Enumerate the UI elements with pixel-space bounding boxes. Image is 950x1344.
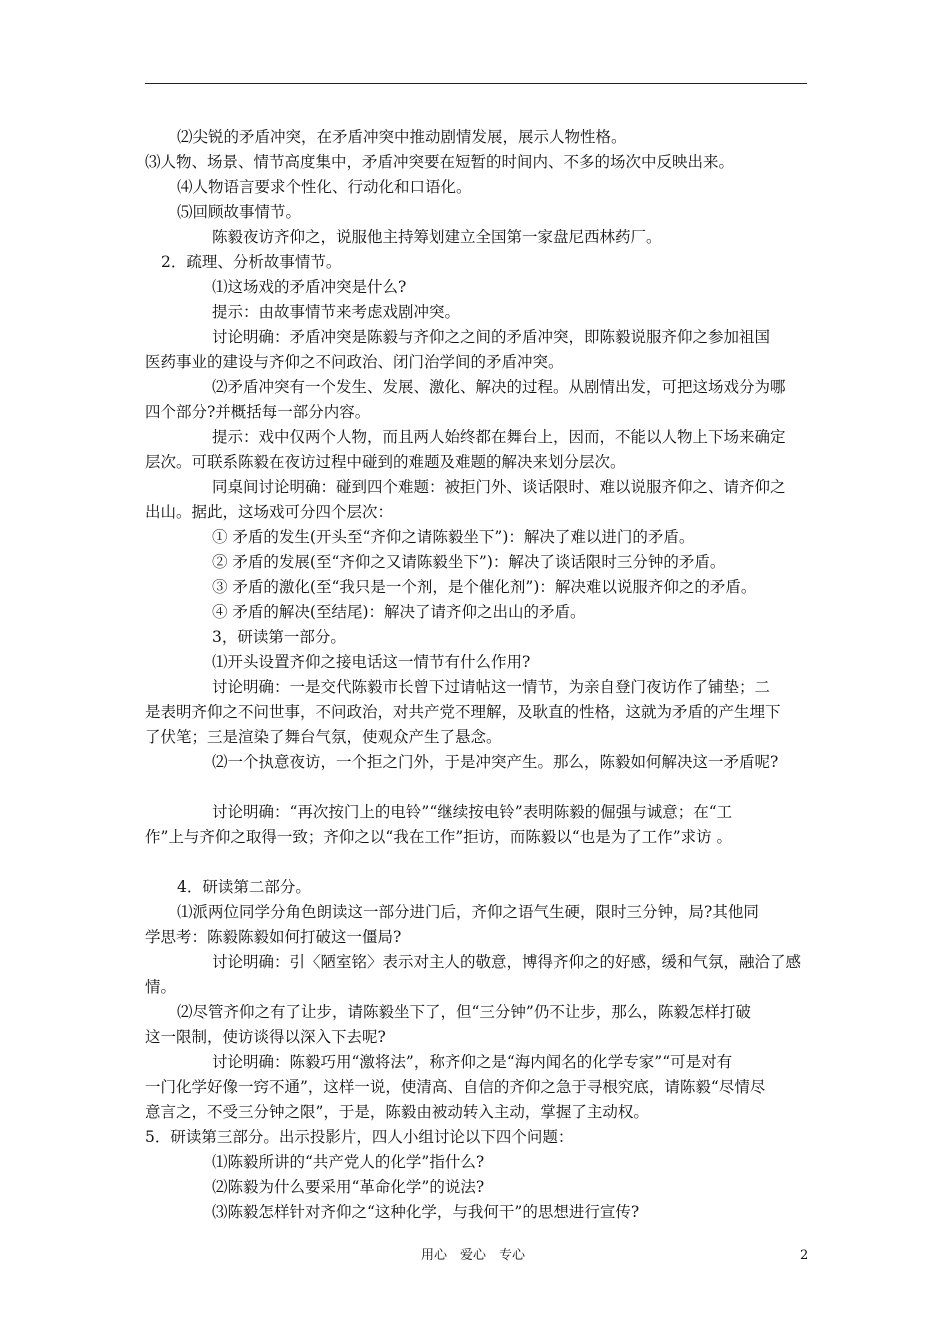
text-line: ⑵一个执意夜访，一个拒之门外，于是冲突产生。那么，陈毅如何解决这一矛盾呢? <box>212 753 779 771</box>
text-line: 5．研读第三部分。出示投影片，四人小组讨论以下四个问题： <box>145 1128 574 1146</box>
text-line: ⑵尽管齐仰之有了让步，请陈毅坐下了，但“三分钟”仍不让步，那么，陈毅怎样打破 <box>177 1003 751 1021</box>
text-line: 医药事业的建设与齐仰之不问政治、闭门治学间的矛盾冲突。 <box>145 353 564 371</box>
text-line: 出山。据此，这场戏可分四个层次： <box>145 503 394 521</box>
text-line: 了伏笔；三是渲染了舞台气氛，使观众产生了悬念。 <box>145 728 502 746</box>
text-line: ⑴这场戏的矛盾冲突是什么? <box>212 278 407 296</box>
text-line: ⑵矛盾冲突有一个发生、发展、激化、解决的过程。从剧情出发，可把这场戏分为哪 <box>212 378 786 396</box>
text-line: ⑷人物语言要求个性化、行动化和口语化。 <box>177 178 472 196</box>
text-line: 学思考：陈毅陈毅如何打破这一僵局? <box>145 928 402 946</box>
footer-slogan: 用心 爱心 专心 <box>421 1248 526 1263</box>
text-line: 4．研读第二部分。 <box>177 878 311 896</box>
text-line: ① 矛盾的发生(开头至“齐仰之请陈毅坐下”)：解决了难以进门的矛盾。 <box>212 528 695 546</box>
text-line: 讨论明确：“再次按门上的电铃”“继续按电铃”表明陈毅的倔强与诚意；在“工 <box>212 803 733 821</box>
text-line: ⑶陈毅怎样针对齐仰之“这种化学，与我何干”的思想进行宣传? <box>212 1203 640 1221</box>
text-line: ⑴派两位同学分角色朗读这一部分进门后，齐仰之语气生硬，限时三分钟，局?其他同 <box>177 903 759 921</box>
text-line: ⑵陈毅为什么要采用“革命化学”的说法? <box>212 1178 485 1196</box>
text-line: ⑸回顾故事情节。 <box>177 203 302 221</box>
text-line: 讨论明确：引〈陋室铭〉表示对主人的敬意，博得齐仰之的好感，缓和气氛，融洽了感 <box>212 953 802 971</box>
text-line: 情。 <box>145 978 177 996</box>
text-line: 是表明齐仰之不问世事，不问政治，对共产党不理解，及耿直的性格，这就为矛盾的产生埋下 <box>145 703 781 721</box>
text-line: 提示：戏中仅两个人物，而且两人始终都在舞台上，因而，不能以人物上下场来确定 <box>212 428 786 446</box>
text-line: 讨论明确：一是交代陈毅市长曾下过请帖这一情节，为亲自登门夜访作了铺垫；二 <box>212 678 771 696</box>
text-line: 一门化学好像一窍不通”，这样一说，使清高、自信的齐仰之急于寻根究底，请陈毅“尽情尽 <box>145 1078 766 1096</box>
text-line: ③ 矛盾的激化(至“我只是一个剂，是个催化剂”)：解决难以说服齐仰之的矛盾。 <box>212 578 757 596</box>
page-number: 2 <box>800 1248 809 1263</box>
text-line: 层次。可联系陈毅在夜访过程中碰到的难题及难题的解决来划分层次。 <box>145 453 626 471</box>
text-line: ⑶人物、场景、情节高度集中，矛盾冲突要在短暂的时间内、不多的场次中反映出来。 <box>145 153 735 171</box>
text-line: 同桌间讨论明确：碰到四个难题：被拒门外、谈话限时、难以说服齐仰之、请齐仰之 <box>212 478 786 496</box>
text-line: ⑴陈毅所讲的“共产党人的化学”指什么? <box>212 1153 485 1171</box>
text-line: 陈毅夜访齐仰之，说服他主持筹划建立全国第一家盘尼西林药厂。 <box>212 228 662 246</box>
text-line: ⑵尖锐的矛盾冲突，在矛盾冲突中推动剧情发展，展示人物性格。 <box>177 128 627 146</box>
text-line: 3，研读第一部分。 <box>212 628 346 646</box>
text-line: ② 矛盾的发展(至“齐仰之又请陈毅坐下”)：解决了谈话限时三分钟的矛盾。 <box>212 553 726 571</box>
text-line: 这一限制，使访谈得以深入下去呢? <box>145 1028 386 1046</box>
header-rule <box>145 83 807 84</box>
text-line: 提示：由故事情节来考虑戏剧冲突。 <box>212 303 461 321</box>
text-line: 2．疏理、分析故事情节。 <box>161 253 342 271</box>
text-line: ⑴开头设置齐仰之接电话这一情节有什么作用? <box>212 653 531 671</box>
text-line: 意言之，不受三分钟之限”，于是，陈毅由被动转入主动，掌握了主动权。 <box>145 1103 649 1121</box>
text-line: 四个部分?并概括每一部分内容。 <box>145 403 371 421</box>
text-line: 讨论明确：陈毅巧用“激将法”，称齐仰之是“海内闻名的化学专家”“可是对有 <box>212 1053 733 1071</box>
text-line: 讨论明确：矛盾冲突是陈毅与齐仰之之间的矛盾冲突，即陈毅说服齐仰之参加祖国 <box>212 328 771 346</box>
text-line: 作”上与齐仰之取得一致；齐仰之以“我在工作”拒访，而陈毅以“也是为了工作”求访 。 <box>145 828 733 846</box>
text-line: ④ 矛盾的解决(至结尾)：解决了请齐仰之出山的矛盾。 <box>212 603 586 621</box>
